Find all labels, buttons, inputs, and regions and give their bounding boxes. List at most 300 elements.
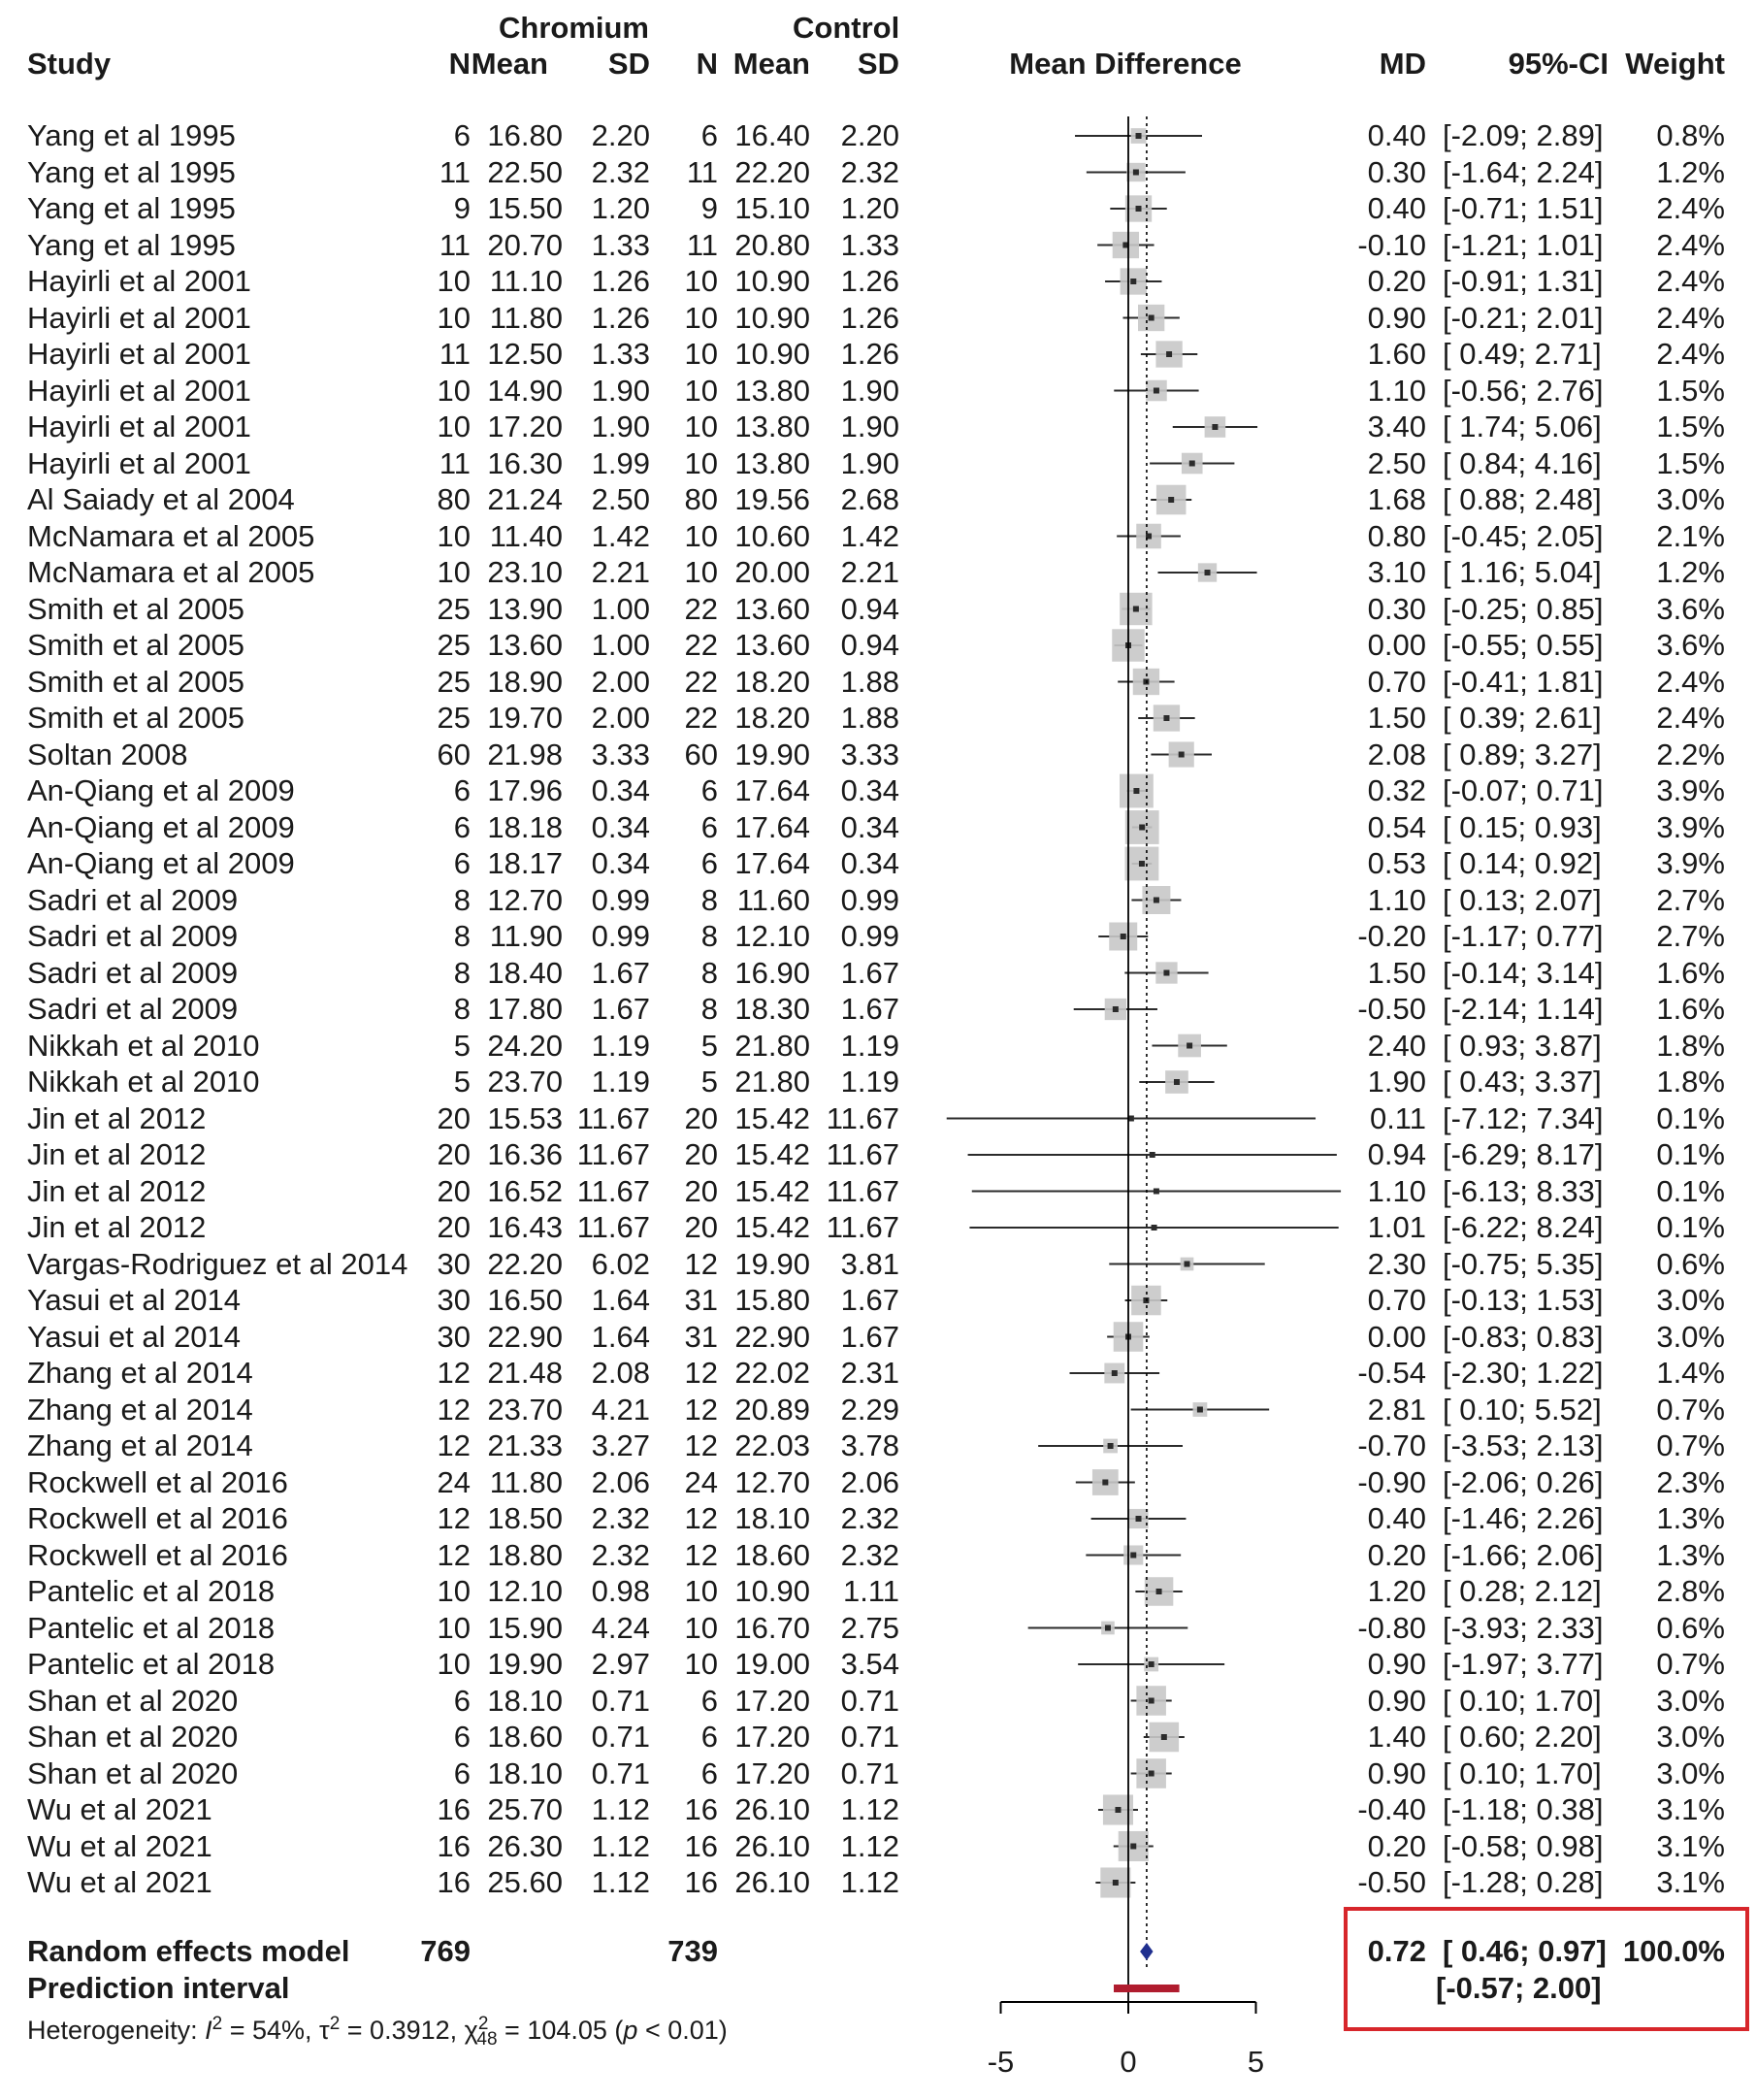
- study-weight-cell: 3.0%: [1656, 1319, 1725, 1354]
- study-mean2-cell: 11.60: [736, 882, 810, 917]
- study-mean1-cell: 19.90: [487, 1647, 563, 1681]
- study-sd1-cell: 1.12: [591, 1828, 650, 1863]
- study-weight-cell: 2.2%: [1656, 737, 1725, 771]
- study-weight-cell: 3.0%: [1656, 1283, 1725, 1317]
- study-mean1-cell: 11.90: [489, 919, 563, 953]
- study-ci-cell: [-1.21; 1.01]: [1443, 227, 1604, 262]
- study-md-cell: 2.40: [1367, 1028, 1426, 1063]
- study-sd2-cell: 2.32: [840, 154, 899, 189]
- study-sd1-cell: 0.98: [591, 1574, 650, 1608]
- study-ci-cell: [ 0.60; 2.20]: [1443, 1720, 1602, 1754]
- study-mean2-cell: 22.90: [734, 1319, 810, 1354]
- study-n1-cell: 10: [437, 300, 471, 335]
- study-study-cell: Jin et al 2012: [27, 1137, 207, 1171]
- study-mean2-cell: 19.56: [734, 482, 810, 516]
- study-sd2-cell: 0.34: [840, 773, 899, 807]
- study-n2-cell: 12: [684, 1246, 718, 1281]
- study-md-cell: 0.00: [1367, 628, 1426, 662]
- study-ci-cell: [-0.58; 0.98]: [1443, 1828, 1604, 1863]
- study-n2-cell: 20: [684, 1100, 718, 1135]
- study-mean2-cell: 26.10: [734, 1828, 810, 1863]
- study-sd2-cell: 1.26: [840, 264, 899, 298]
- study-sd1-cell: 1.12: [591, 1792, 650, 1826]
- random-effects-diamond: [1140, 1943, 1153, 1960]
- study-ci-cell: [ 0.28; 2.12]: [1443, 1574, 1602, 1608]
- point-estimate: [1149, 1771, 1154, 1777]
- study-n2-cell: 22: [684, 701, 718, 735]
- study-weight-cell: 2.4%: [1656, 300, 1725, 335]
- point-estimate: [1136, 206, 1142, 212]
- study-ci-cell: [-2.14; 1.14]: [1443, 992, 1604, 1026]
- point-estimate: [1166, 351, 1172, 357]
- study-weight-cell: 0.6%: [1656, 1246, 1725, 1281]
- study-sd1-cell: 1.99: [591, 445, 650, 480]
- point-estimate: [1189, 461, 1195, 467]
- study-sd2-cell: 1.19: [840, 1028, 899, 1063]
- study-sd2-cell: 0.71: [840, 1755, 899, 1790]
- point-estimate: [1112, 1370, 1118, 1376]
- study-mean2-cell: 15.42: [734, 1137, 810, 1171]
- study-md-cell: 1.20: [1367, 1574, 1426, 1608]
- chi2-value: = 104.05 (: [497, 2016, 624, 2045]
- study-n2-cell: 10: [684, 1610, 718, 1645]
- prediction-interval-ci: [-0.57; 2.00]: [1436, 1971, 1602, 2005]
- study-weight-cell: 1.5%: [1656, 410, 1725, 443]
- study-study-cell: Pantelic et al 2018: [27, 1574, 276, 1608]
- study-sd1-cell: 2.32: [591, 154, 650, 189]
- study-sd2-cell: 11.67: [826, 1173, 899, 1208]
- study-sd2-cell: 3.78: [840, 1428, 899, 1462]
- study-n2-cell: 12: [684, 1428, 718, 1462]
- random-effects-n2: 739: [667, 1934, 718, 1968]
- study-mean2-cell: 19.90: [734, 737, 810, 771]
- study-sd2-cell: 11.67: [826, 1100, 899, 1135]
- study-study-cell: Wu et al 2021: [27, 1792, 212, 1826]
- study-md-cell: -0.20: [1357, 919, 1426, 953]
- study-n1-cell: 30: [437, 1246, 471, 1281]
- study-study-cell: Yang et al 1995: [27, 154, 236, 189]
- i2-label: I: [205, 2016, 212, 2045]
- study-mean2-cell: 18.20: [734, 701, 810, 735]
- study-mean2-cell: 15.80: [734, 1283, 810, 1317]
- study-mean2-cell: 10.90: [734, 264, 810, 298]
- study-study-cell: Yasui et al 2014: [27, 1319, 242, 1354]
- study-study-cell: McNamara et al 2005: [27, 518, 315, 553]
- study-study-cell: An-Qiang et al 2009: [27, 809, 295, 844]
- study-md-cell: 0.30: [1367, 591, 1426, 626]
- study-sd1-cell: 1.19: [591, 1028, 650, 1063]
- study-n2-cell: 20: [684, 1137, 718, 1171]
- study-sd2-cell: 2.06: [840, 1464, 899, 1499]
- point-estimate: [1152, 1225, 1157, 1230]
- study-n1-cell: 12: [437, 1392, 471, 1427]
- heterogeneity-prefix: Heterogeneity:: [27, 2016, 206, 2045]
- study-sd2-cell: 0.99: [840, 919, 899, 953]
- study-n1-cell: 24: [437, 1464, 471, 1499]
- pooled-result-highlight-box: [1344, 1907, 1749, 2031]
- study-weight-cell: 1.6%: [1656, 955, 1725, 990]
- mean2-column-header: Mean: [732, 47, 810, 81]
- study-sd2-cell: 0.34: [840, 809, 899, 844]
- study-ci-cell: [ 0.10; 1.70]: [1443, 1683, 1602, 1718]
- ci-column-header: 95%-CI: [1508, 47, 1609, 81]
- study-study-cell: Jin et al 2012: [27, 1173, 207, 1208]
- study-sd1-cell: 1.33: [591, 227, 650, 262]
- study-md-cell: 0.20: [1367, 264, 1426, 298]
- study-ci-cell: [ 0.49; 2.71]: [1443, 337, 1602, 371]
- study-sd2-cell: 11.67: [826, 1137, 899, 1171]
- study-sd1-cell: 1.00: [591, 628, 650, 662]
- study-mean2-cell: 21.80: [734, 1065, 810, 1099]
- study-sd2-cell: 2.75: [840, 1610, 899, 1645]
- point-estimate: [1136, 1516, 1142, 1522]
- study-sd1-cell: 2.50: [591, 482, 650, 516]
- study-mean1-cell: 17.80: [487, 992, 563, 1026]
- study-weight-cell: 1.5%: [1656, 445, 1725, 480]
- study-mean1-cell: 17.20: [487, 410, 563, 443]
- study-weight-cell: 0.1%: [1656, 1137, 1725, 1171]
- study-sd2-cell: 0.71: [840, 1683, 899, 1718]
- study-n2-cell: 10: [684, 337, 718, 371]
- study-mean1-cell: 15.50: [487, 191, 563, 225]
- study-n2-cell: 12: [684, 1392, 718, 1427]
- study-ci-cell: [-0.55; 0.55]: [1443, 628, 1604, 662]
- study-n2-cell: 12: [684, 1501, 718, 1535]
- study-study-cell: Hayirli et al 2001: [27, 410, 251, 443]
- study-sd1-cell: 11.67: [576, 1100, 650, 1135]
- study-n2-cell: 8: [700, 992, 718, 1026]
- study-n2-cell: 31: [684, 1319, 718, 1354]
- study-study-cell: Hayirli et al 2001: [27, 337, 251, 371]
- study-md-cell: 1.40: [1367, 1720, 1426, 1754]
- point-estimate: [1163, 715, 1169, 721]
- point-estimate: [1205, 570, 1211, 575]
- random-effects-weight: 100.0%: [1622, 1934, 1725, 1968]
- study-sd2-cell: 1.12: [840, 1792, 899, 1826]
- study-study-cell: Smith et al 2005: [27, 591, 245, 626]
- study-mean2-cell: 16.70: [734, 1610, 810, 1645]
- study-sd2-cell: 1.19: [840, 1065, 899, 1099]
- study-mean1-cell: 22.50: [487, 154, 563, 189]
- study-weight-cell: 2.1%: [1656, 518, 1725, 553]
- study-sd1-cell: 11.67: [576, 1173, 650, 1208]
- study-n2-cell: 60: [684, 737, 718, 771]
- study-ci-cell: [ 0.88; 2.48]: [1443, 482, 1602, 516]
- study-sd1-cell: 0.71: [591, 1755, 650, 1790]
- study-mean2-cell: 13.80: [734, 373, 810, 408]
- study-md-cell: 0.20: [1367, 1828, 1426, 1863]
- study-weight-cell: 0.7%: [1656, 1647, 1725, 1681]
- study-weight-cell: 2.8%: [1656, 1574, 1725, 1608]
- study-study-cell: Rockwell et al 2016: [27, 1537, 288, 1572]
- study-sd2-cell: 0.71: [840, 1720, 899, 1754]
- study-sd1-cell: 4.21: [591, 1392, 650, 1427]
- study-md-cell: 1.10: [1367, 1173, 1426, 1208]
- study-mean1-cell: 21.24: [487, 482, 563, 516]
- study-weight-cell: 0.1%: [1656, 1173, 1725, 1208]
- study-mean2-cell: 13.80: [734, 410, 810, 443]
- point-estimate: [1136, 133, 1142, 139]
- study-mean2-cell: 22.03: [734, 1428, 810, 1462]
- study-ci-cell: [-3.53; 2.13]: [1443, 1428, 1604, 1462]
- study-md-cell: 0.94: [1367, 1137, 1426, 1171]
- point-estimate: [1108, 1443, 1114, 1449]
- study-ci-cell: [-0.21; 2.01]: [1443, 300, 1604, 335]
- study-sd2-cell: 2.20: [840, 118, 899, 152]
- study-md-cell: 3.40: [1367, 410, 1426, 443]
- study-weight-cell: 1.2%: [1656, 555, 1725, 589]
- study-mean1-cell: 26.30: [487, 1828, 563, 1863]
- study-ci-cell: [ 0.39; 2.61]: [1443, 701, 1602, 735]
- study-n1-cell: 30: [437, 1283, 471, 1317]
- study-mean2-cell: 17.20: [734, 1683, 810, 1718]
- study-mean2-cell: 17.20: [734, 1720, 810, 1754]
- point-estimate: [1115, 1807, 1121, 1813]
- study-sd2-cell: 1.20: [840, 191, 899, 225]
- study-n1-cell: 80: [437, 482, 471, 516]
- study-md-cell: 2.08: [1367, 737, 1426, 771]
- study-sd1-cell: 1.90: [591, 373, 650, 408]
- study-mean2-cell: 12.70: [734, 1464, 810, 1499]
- study-weight-cell: 3.1%: [1656, 1828, 1725, 1863]
- study-study-cell: Nikkah et al 2010: [27, 1065, 260, 1099]
- study-mean2-cell: 26.10: [734, 1865, 810, 1899]
- study-weight-cell: 3.1%: [1656, 1792, 1725, 1826]
- study-mean2-cell: 18.60: [734, 1537, 810, 1572]
- study-mean2-cell: 13.60: [734, 628, 810, 662]
- study-sd1-cell: 1.90: [591, 410, 650, 443]
- study-weight-cell: 0.7%: [1656, 1428, 1725, 1462]
- study-mean1-cell: 21.98: [487, 737, 563, 771]
- study-n1-cell: 25: [437, 628, 471, 662]
- study-sd1-cell: 1.00: [591, 591, 650, 626]
- point-estimate: [1179, 752, 1185, 758]
- study-weight-cell: 3.0%: [1656, 1755, 1725, 1790]
- study-weight-cell: 3.9%: [1656, 809, 1725, 844]
- study-mean1-cell: 18.10: [487, 1683, 563, 1718]
- study-mean1-cell: 12.10: [487, 1574, 563, 1608]
- study-n1-cell: 10: [437, 1610, 471, 1645]
- study-n2-cell: 12: [684, 1356, 718, 1390]
- study-n1-cell: 6: [453, 773, 471, 807]
- study-mean1-cell: 18.50: [487, 1501, 563, 1535]
- study-md-cell: 0.80: [1367, 518, 1426, 553]
- study-mean1-cell: 13.60: [487, 628, 563, 662]
- study-n1-cell: 11: [439, 337, 471, 371]
- study-md-cell: 3.10: [1367, 555, 1426, 589]
- study-md-cell: 0.54: [1367, 809, 1426, 844]
- sd1-column-header: SD: [607, 47, 650, 81]
- study-ci-cell: [-0.91; 1.31]: [1443, 264, 1604, 298]
- random-effects-n1: 769: [420, 1934, 471, 1968]
- study-md-cell: 1.90: [1367, 1065, 1426, 1099]
- study-mean1-cell: 17.96: [487, 773, 563, 807]
- study-mean1-cell: 15.90: [487, 1610, 563, 1645]
- study-mean1-cell: 23.70: [487, 1392, 563, 1427]
- study-mean2-cell: 13.60: [734, 591, 810, 626]
- point-estimate: [1130, 1553, 1136, 1559]
- study-ci-cell: [-3.93; 2.33]: [1443, 1610, 1604, 1645]
- study-n2-cell: 8: [700, 955, 718, 990]
- study-mean1-cell: 15.53: [487, 1100, 563, 1135]
- study-md-cell: 2.81: [1367, 1392, 1426, 1427]
- study-ci-cell: [-2.06; 0.26]: [1443, 1464, 1604, 1499]
- study-study-cell: Pantelic et al 2018: [27, 1610, 276, 1645]
- study-n1-cell: 12: [437, 1501, 471, 1535]
- study-study-cell: Rockwell et al 2016: [27, 1464, 288, 1499]
- study-mean2-cell: 15.42: [734, 1100, 810, 1135]
- study-weight-cell: 2.7%: [1656, 882, 1725, 917]
- study-n2-cell: 24: [684, 1464, 718, 1499]
- study-sd1-cell: 11.67: [576, 1210, 650, 1244]
- study-n2-cell: 8: [700, 882, 718, 917]
- study-md-cell: -0.70: [1357, 1428, 1426, 1462]
- point-estimate: [1139, 861, 1145, 867]
- study-mean2-cell: 17.20: [734, 1755, 810, 1790]
- study-n1-cell: 8: [453, 955, 471, 990]
- study-study-cell: Zhang et al 2014: [27, 1356, 253, 1390]
- study-n1-cell: 16: [437, 1792, 471, 1826]
- prediction-interval-bar: [1114, 1985, 1180, 1992]
- study-mean2-cell: 18.10: [734, 1501, 810, 1535]
- study-study-cell: Shan et al 2020: [27, 1720, 239, 1754]
- study-weight-cell: 3.9%: [1656, 846, 1725, 880]
- random-effects-label: Random effects model: [27, 1934, 350, 1968]
- study-ci-cell: [-0.13; 1.53]: [1443, 1283, 1604, 1317]
- study-weight-cell: 2.4%: [1656, 701, 1725, 735]
- study-mean1-cell: 11.40: [489, 518, 563, 553]
- point-estimate: [1154, 898, 1159, 903]
- point-estimate: [1154, 1189, 1159, 1195]
- study-ci-cell: [-0.56; 2.76]: [1443, 373, 1604, 408]
- study-sd2-cell: 1.67: [840, 1283, 899, 1317]
- study-n1-cell: 20: [437, 1100, 471, 1135]
- study-sd2-cell: 0.34: [840, 846, 899, 880]
- n1-column-header: N: [448, 47, 471, 81]
- study-mean2-cell: 20.80: [734, 227, 810, 262]
- study-n1-cell: 25: [437, 591, 471, 626]
- study-sd1-cell: 0.71: [591, 1720, 650, 1754]
- study-sd2-cell: 1.12: [840, 1865, 899, 1899]
- study-study-cell: Yang et al 1995: [27, 118, 236, 152]
- study-weight-cell: 1.3%: [1656, 1501, 1725, 1535]
- study-column-header: Study: [27, 47, 112, 81]
- point-estimate: [1139, 825, 1145, 831]
- study-study-cell: Pantelic et al 2018: [27, 1647, 276, 1681]
- study-md-cell: 0.53: [1367, 846, 1426, 880]
- study-n1-cell: 10: [437, 264, 471, 298]
- study-sd1-cell: 0.34: [591, 846, 650, 880]
- point-estimate: [1150, 1152, 1155, 1158]
- study-md-cell: 0.40: [1367, 191, 1426, 225]
- study-sd1-cell: 4.24: [591, 1610, 650, 1645]
- study-sd1-cell: 3.27: [591, 1428, 650, 1462]
- study-mean2-cell: 19.90: [734, 1246, 810, 1281]
- study-weight-cell: 1.2%: [1656, 154, 1725, 189]
- study-n1-cell: 10: [437, 373, 471, 408]
- study-sd2-cell: 1.11: [842, 1574, 899, 1608]
- study-sd2-cell: 1.42: [840, 518, 899, 553]
- study-ci-cell: [ 0.84; 4.16]: [1443, 445, 1602, 480]
- study-n1-cell: 8: [453, 919, 471, 953]
- study-md-cell: 0.90: [1367, 1647, 1426, 1681]
- study-sd1-cell: 1.67: [591, 955, 650, 990]
- study-n1-cell: 20: [437, 1173, 471, 1208]
- study-n1-cell: 9: [453, 191, 471, 225]
- study-n2-cell: 10: [684, 518, 718, 553]
- point-estimate: [1130, 279, 1136, 284]
- study-md-cell: 0.32: [1367, 773, 1426, 807]
- study-ci-cell: [ 1.16; 5.04]: [1443, 555, 1602, 589]
- study-mean2-cell: 15.42: [734, 1210, 810, 1244]
- study-study-cell: Hayirli et al 2001: [27, 264, 251, 298]
- random-effects-ci: [ 0.46; 0.97]: [1443, 1934, 1607, 1968]
- study-n2-cell: 11: [686, 227, 718, 262]
- study-sd1-cell: 1.20: [591, 191, 650, 225]
- study-sd1-cell: 0.34: [591, 809, 650, 844]
- study-n1-cell: 16: [437, 1865, 471, 1899]
- study-weight-cell: 0.1%: [1656, 1210, 1725, 1244]
- study-md-cell: 0.00: [1367, 1319, 1426, 1354]
- study-n1-cell: 12: [437, 1537, 471, 1572]
- study-md-cell: 0.70: [1367, 1283, 1426, 1317]
- study-study-cell: Nikkah et al 2010: [27, 1028, 260, 1063]
- study-study-cell: Jin et al 2012: [27, 1100, 207, 1135]
- study-mean1-cell: 22.90: [487, 1319, 563, 1354]
- study-mean1-cell: 12.50: [487, 337, 563, 371]
- study-study-cell: Sadri et al 2009: [27, 882, 239, 917]
- study-n1-cell: 6: [453, 846, 471, 880]
- study-study-cell: Smith et al 2005: [27, 664, 245, 699]
- study-mean1-cell: 25.60: [487, 1865, 563, 1899]
- study-mean1-cell: 24.20: [487, 1028, 563, 1063]
- study-mean1-cell: 25.70: [487, 1792, 563, 1826]
- study-sd2-cell: 3.81: [840, 1246, 899, 1281]
- study-mean1-cell: 12.70: [487, 882, 563, 917]
- heterogeneity-statistics: Heterogeneity: $I^2 = 54\%$, $\tau^2 = 0.3912$, $\chi^2_{48} = 104.05$ (p < 0.01): [27, 2014, 728, 2051]
- study-sd2-cell: 1.12: [840, 1828, 899, 1863]
- study-ci-cell: [-2.09; 2.89]: [1443, 118, 1604, 152]
- point-estimate: [1102, 1480, 1108, 1486]
- x-axis-tick-label: 5: [1247, 2045, 1265, 2079]
- study-sd1-cell: 2.21: [591, 555, 650, 589]
- point-estimate: [1121, 934, 1126, 939]
- study-md-cell: 1.10: [1367, 373, 1426, 408]
- study-sd1-cell: 1.33: [591, 337, 650, 371]
- study-md-cell: 1.68: [1367, 482, 1426, 516]
- study-ci-cell: [-6.22; 8.24]: [1443, 1210, 1604, 1244]
- study-mean2-cell: 10.90: [734, 1574, 810, 1608]
- study-study-cell: Yang et al 1995: [27, 227, 236, 262]
- study-n2-cell: 10: [684, 1574, 718, 1608]
- study-mean1-cell: 11.10: [489, 264, 563, 298]
- study-study-cell: Hayirli et al 2001: [27, 445, 251, 480]
- study-n1-cell: 6: [453, 809, 471, 844]
- study-mean1-cell: 19.70: [487, 701, 563, 735]
- study-weight-cell: 2.3%: [1656, 1464, 1725, 1499]
- random-effects-md: 0.72: [1367, 1934, 1426, 1968]
- point-estimate: [1168, 497, 1174, 503]
- study-mean1-cell: 18.90: [487, 664, 563, 699]
- study-sd1-cell: 1.42: [591, 518, 650, 553]
- study-n2-cell: 16: [684, 1865, 718, 1899]
- study-ci-cell: [ 0.14; 0.92]: [1443, 846, 1602, 880]
- study-mean2-cell: 19.00: [734, 1647, 810, 1681]
- study-n1-cell: 12: [437, 1428, 471, 1462]
- study-study-cell: Zhang et al 2014: [27, 1392, 253, 1427]
- study-ci-cell: [ 0.15; 0.93]: [1443, 809, 1602, 844]
- study-md-cell: 0.90: [1367, 1683, 1426, 1718]
